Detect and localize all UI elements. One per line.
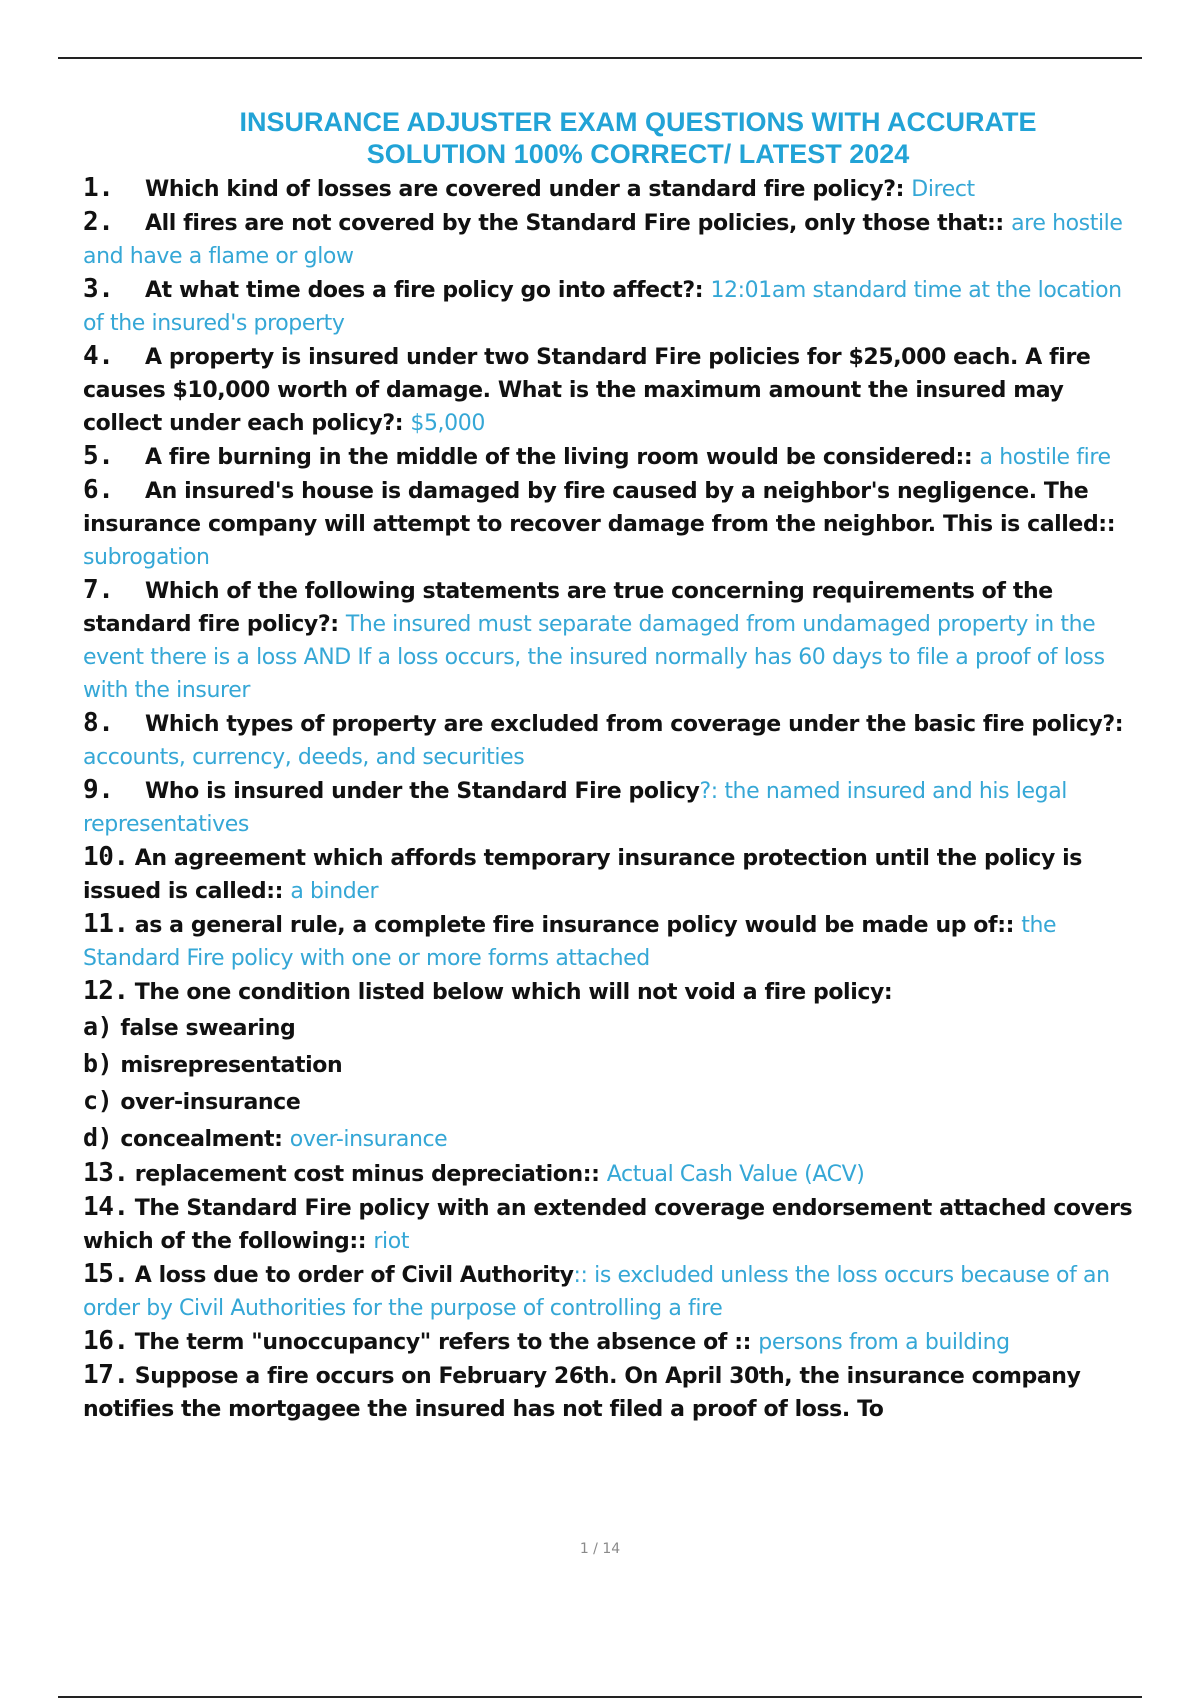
answer-text: a hostile fire bbox=[979, 445, 1111, 470]
answer-text: riot bbox=[373, 1229, 410, 1254]
question-1 bbox=[83, 172, 1143, 206]
question-9 bbox=[83, 774, 1143, 841]
answer-text: 12:01am standard time at the location of the insured's property bbox=[83, 278, 1122, 336]
question-text: Which of the following statements are true concerning requirements of the standard fire policy?: bbox=[83, 579, 1053, 637]
answer-text: the Standard Fire policy with one or more forms attached bbox=[83, 913, 1057, 971]
answer-text: Actual Cash Value (ACV) bbox=[606, 1162, 865, 1187]
document-title bbox=[83, 106, 1143, 170]
option-text: misrepresentation bbox=[120, 1053, 343, 1078]
option-letter: b) bbox=[83, 1049, 113, 1078]
question-number: 2. bbox=[83, 207, 114, 237]
question-number: 4. bbox=[83, 341, 114, 371]
question-number: 10. bbox=[83, 842, 129, 872]
option-c bbox=[83, 1083, 1143, 1120]
question-number: 15. bbox=[83, 1259, 129, 1289]
question-11 bbox=[83, 908, 1143, 975]
page-indicator: 1 / 14 bbox=[579, 1541, 621, 1557]
answer-text: The insured must separate damaged from undamaged property in the event there is a loss AND If a loss occurs, the insured normally has 60 days to file a proof of loss with the insurer bbox=[83, 612, 1105, 703]
top-rule bbox=[58, 57, 1142, 59]
question-text: as a general rule, a complete fire insurance policy would be made up of:: bbox=[134, 913, 1022, 938]
answer-text: persons from a building bbox=[758, 1330, 1010, 1355]
answer-text: accounts, currency, deeds, and securities bbox=[83, 745, 525, 770]
question-3 bbox=[83, 273, 1143, 340]
question-number: 13. bbox=[83, 1158, 129, 1188]
question-13 bbox=[83, 1157, 1143, 1191]
answer-text: ?: the named insured and his legal representatives bbox=[83, 779, 1067, 837]
question-text: The one condition listed below which will not void a fire policy: bbox=[134, 980, 893, 1005]
question-number: 14. bbox=[83, 1192, 129, 1222]
bottom-rule bbox=[58, 1696, 1142, 1698]
question-number: 6. bbox=[83, 475, 114, 505]
question-number: 3. bbox=[83, 274, 114, 304]
option-letter: c) bbox=[83, 1086, 113, 1115]
document-body bbox=[83, 106, 1143, 1426]
question-10 bbox=[83, 841, 1143, 908]
question-number: 12. bbox=[83, 976, 129, 1006]
question-text: The Standard Fire policy with an extended coverage endorsement attached covers which of the following:: bbox=[83, 1196, 1133, 1254]
question-number: 9. bbox=[83, 775, 114, 805]
question-text: Who is insured under the Standard Fire policy bbox=[145, 779, 700, 804]
question-6 bbox=[83, 474, 1143, 574]
question-17 bbox=[83, 1359, 1143, 1426]
answer-text: over-insurance bbox=[289, 1127, 448, 1152]
question-text: An insured's house is damaged by fire caused by a neighbor's negligence. The insurance company will attempt to recover damage from the neighbor. This is called:: bbox=[83, 479, 1116, 537]
question-15 bbox=[83, 1258, 1143, 1325]
option-text: concealment: bbox=[120, 1127, 290, 1152]
answer-text: :: is excluded unless the loss occurs because of an order by Civil Authorities for the purpose of controlling a fire bbox=[83, 1263, 1110, 1321]
question-text: The term "unoccupancy" refers to the absence of :: bbox=[134, 1330, 759, 1355]
answer-text: a binder bbox=[290, 879, 379, 904]
question-number: 8. bbox=[83, 708, 114, 738]
question-text: replacement cost minus depreciation:: bbox=[134, 1162, 607, 1187]
question-number: 7. bbox=[83, 575, 114, 605]
answer-text: Direct bbox=[911, 177, 975, 202]
question-16 bbox=[83, 1325, 1143, 1359]
question-text: All fires are not covered by the Standard Fire policies, only those that:: bbox=[145, 211, 1012, 236]
question-text: At what time does a fire policy go into affect?: bbox=[145, 278, 711, 303]
option-d bbox=[83, 1120, 1143, 1157]
question-text: A loss due to order of Civil Authority bbox=[134, 1263, 574, 1288]
question-text: A property is insured under two Standard Fire policies for $25,000 each. A fire causes $10,000 worth of damage. What is the maximum amount the insured may collect under each policy?: bbox=[83, 345, 1091, 436]
question-12 bbox=[83, 975, 1143, 1009]
option-a bbox=[83, 1009, 1143, 1046]
answer-text: subrogation bbox=[83, 545, 210, 570]
question-number: 11. bbox=[83, 909, 129, 939]
title-line-1: INSURANCE ADJUSTER EXAM QUESTIONS WITH ACCURATE bbox=[239, 107, 1037, 137]
answer-text: are hostile and have a flame or glow bbox=[83, 211, 1123, 269]
question-text: Which types of property are excluded from coverage under the basic fire policy?: bbox=[145, 712, 1124, 737]
option-text: over-insurance bbox=[120, 1090, 301, 1115]
question-number: 17. bbox=[83, 1360, 129, 1390]
option-text: false swearing bbox=[120, 1016, 296, 1041]
question-14 bbox=[83, 1191, 1143, 1258]
question-number: 1. bbox=[83, 173, 114, 203]
question-2 bbox=[83, 206, 1143, 273]
question-5 bbox=[83, 440, 1143, 474]
question-text: A fire burning in the middle of the living room would be considered:: bbox=[145, 445, 980, 470]
answer-text: $5,000 bbox=[410, 411, 485, 436]
title-line-2: SOLUTION 100% CORRECT/ LATEST 2024 bbox=[366, 139, 910, 169]
question-text: An agreement which affords temporary insurance protection until the policy is issued is called:: bbox=[83, 846, 1082, 904]
option-letter: d) bbox=[83, 1123, 113, 1152]
question-number: 5. bbox=[83, 441, 114, 471]
question-text: Which kind of losses are covered under a standard fire policy?: bbox=[145, 177, 912, 202]
question-7 bbox=[83, 574, 1143, 707]
question-8 bbox=[83, 707, 1143, 774]
option-b bbox=[83, 1046, 1143, 1083]
question-number: 16. bbox=[83, 1326, 129, 1356]
option-letter: a) bbox=[83, 1012, 113, 1041]
question-4 bbox=[83, 340, 1143, 440]
question-text: Suppose a fire occurs on February 26th. On April 30th, the insurance company notifies the mortgagee the insured has not filed a proof of loss. To bbox=[83, 1364, 1081, 1422]
